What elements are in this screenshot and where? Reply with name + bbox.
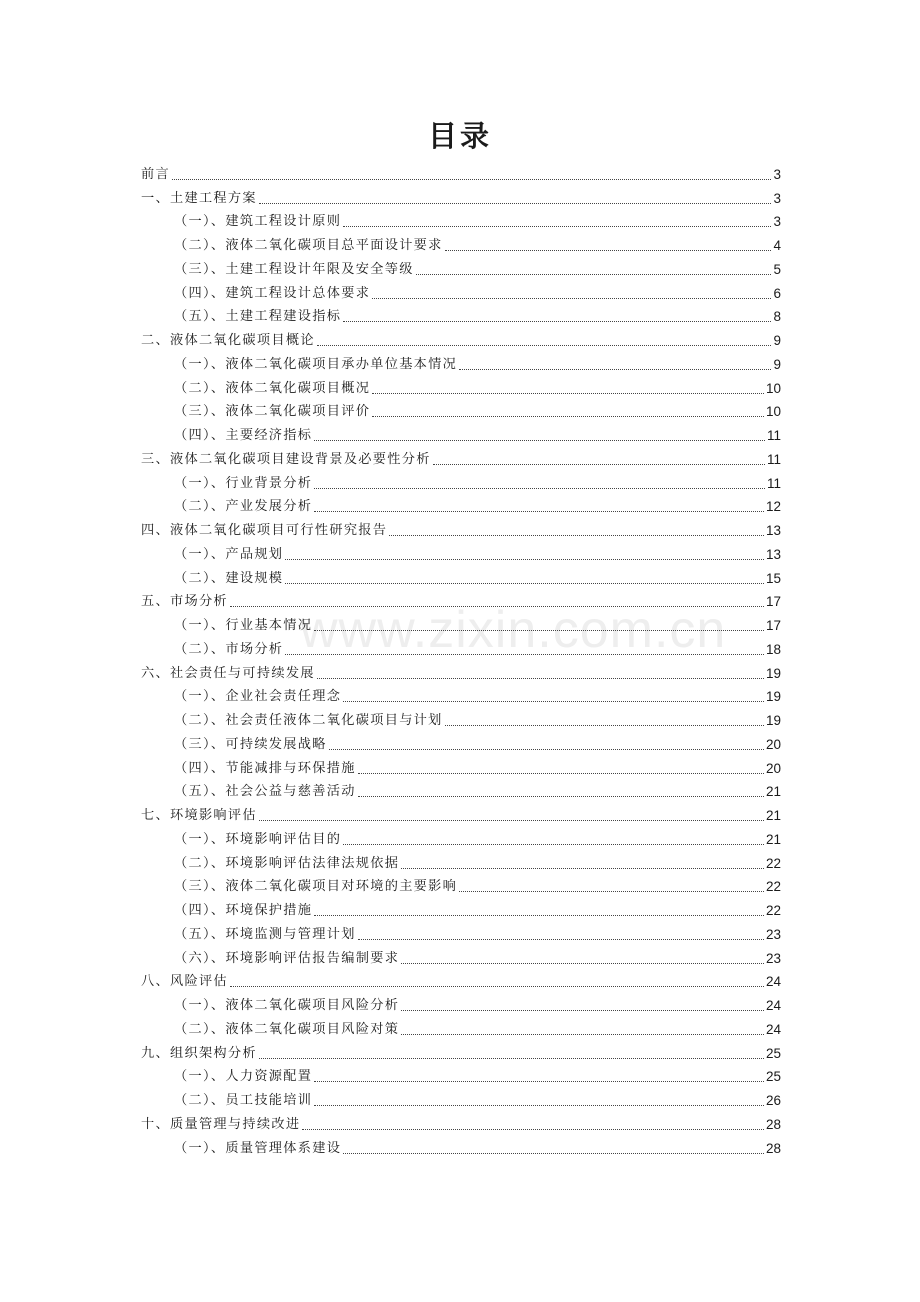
toc-entry-label: 五、市场分析 <box>141 594 228 610</box>
toc-dot-leader <box>329 749 764 750</box>
toc-page-number: 15 <box>765 570 781 586</box>
toc-page-number: 21 <box>765 831 781 847</box>
toc-page-number: 23 <box>765 926 781 942</box>
toc-dot-leader <box>314 1105 764 1106</box>
toc-page-number: 3 <box>773 190 781 206</box>
toc-subsection-entry[interactable] <box>141 1015 781 1039</box>
toc-dot-leader <box>343 226 771 227</box>
toc-dot-leader <box>372 416 764 417</box>
toc-page-number: 11 <box>766 428 781 443</box>
toc-dot-leader <box>343 844 764 845</box>
toc-page-number: 24 <box>765 1021 781 1037</box>
toc-dot-leader <box>317 678 764 679</box>
toc-dot-leader <box>459 891 764 892</box>
toc-subsection-entry[interactable] <box>141 493 781 517</box>
toc-entry-label: （一）、质量管理体系建设 <box>174 1140 342 1156</box>
toc-subsection-entry[interactable] <box>141 255 781 279</box>
toc-dot-leader <box>358 796 764 797</box>
toc-dot-leader <box>358 939 764 940</box>
toc-page-number: 22 <box>765 903 781 918</box>
toc-entry-label: 六、社会责任与可持续发展 <box>141 665 315 681</box>
toc-page-number: 3 <box>773 166 781 182</box>
toc-entry-label: （五）、环境监测与管理计划 <box>174 926 356 942</box>
toc-dot-leader <box>445 250 772 251</box>
toc-dot-leader <box>401 868 764 869</box>
toc-entry-label: （一）、液体二氧化碳项目承办单位基本情况 <box>174 356 458 372</box>
toc-page-number: 13 <box>765 546 781 562</box>
toc-entry-label: （一）、产品规划 <box>174 546 284 562</box>
toc-page-number: 9 <box>773 333 781 348</box>
toc-page-number: 8 <box>773 309 781 325</box>
toc-page-number: 3 <box>773 214 781 230</box>
toc-page-number: 17 <box>765 594 781 610</box>
toc-subsection-entry[interactable] <box>141 778 781 802</box>
toc-dot-leader <box>343 1153 764 1154</box>
toc-dot-leader <box>416 274 772 275</box>
toc-page-number: 11 <box>766 451 781 467</box>
toc-subsection-entry[interactable] <box>141 991 781 1015</box>
toc-section-entry[interactable] <box>141 801 781 825</box>
toc-page-number: 4 <box>773 238 781 253</box>
toc-section-entry[interactable] <box>141 326 781 350</box>
watermark-text: www.zixin.com.cn <box>300 601 727 659</box>
toc-dot-leader <box>285 583 764 584</box>
toc-section-entry[interactable] <box>141 1110 781 1134</box>
toc-subsection-entry[interactable] <box>141 611 781 635</box>
toc-page-number: 19 <box>765 689 781 705</box>
toc-dot-leader <box>389 535 764 536</box>
toc-subsection-entry[interactable] <box>141 730 781 754</box>
toc-page-number: 19 <box>765 713 781 728</box>
toc-dot-leader <box>314 488 765 489</box>
toc-page-number: 21 <box>765 808 781 823</box>
toc-dot-leader <box>285 559 764 560</box>
toc-page-number: 11 <box>766 475 781 491</box>
toc-entry-label: 一、土建工程方案 <box>141 190 257 206</box>
toc-entry-label: 前言 <box>141 166 170 182</box>
toc-dot-leader <box>401 1034 764 1035</box>
toc-page-number: 21 <box>765 784 781 800</box>
toc-dot-leader <box>230 986 764 987</box>
toc-dot-leader <box>285 654 764 655</box>
toc-page-number: 22 <box>765 855 781 871</box>
toc-page-number: 20 <box>765 760 781 776</box>
toc-subsection-entry[interactable] <box>141 754 781 778</box>
toc-subsection-entry[interactable] <box>141 540 781 564</box>
toc-page-number: 28 <box>765 1140 781 1156</box>
toc-entry-label: （一）、行业基本情况 <box>174 618 313 633</box>
toc-dot-leader <box>314 511 764 512</box>
toc-subsection-entry[interactable] <box>141 1086 781 1110</box>
toc-section-entry[interactable] <box>141 445 781 469</box>
toc-entry-label: （二）、产业发展分析 <box>174 499 313 515</box>
toc-subsection-entry[interactable] <box>141 1063 781 1087</box>
toc-subsection-entry[interactable] <box>141 873 781 897</box>
toc-dot-leader <box>401 963 764 964</box>
toc-section-entry[interactable] <box>141 184 781 208</box>
toc-dot-leader <box>372 298 771 299</box>
toc-page-number: 26 <box>765 1093 781 1108</box>
toc-section-entry[interactable] <box>141 160 781 184</box>
toc-entry-label: （四）、建筑工程设计总体要求 <box>174 285 371 301</box>
toc-subsection-entry[interactable] <box>141 231 781 255</box>
toc-section-entry[interactable] <box>141 659 781 683</box>
toc-page-number: 18 <box>765 641 781 657</box>
toc-entry-label: （二）、液体二氧化碳项目风险对策 <box>174 1021 400 1037</box>
toc-entry-label: （四）、主要经济指标 <box>174 428 313 443</box>
toc-entry-label: （二）、液体二氧化碳项目概况 <box>174 380 371 396</box>
toc-dot-leader <box>372 393 764 394</box>
toc-subsection-entry[interactable] <box>141 279 781 303</box>
toc-section-entry[interactable] <box>141 588 781 612</box>
toc-dot-leader <box>317 345 772 346</box>
toc-subsection-entry[interactable] <box>141 564 781 588</box>
toc-dot-leader <box>314 440 765 441</box>
toc-page-number: 23 <box>765 950 781 966</box>
toc-dot-leader <box>259 203 772 204</box>
toc-entry-label: （二）、市场分析 <box>174 641 284 657</box>
toc-subsection-entry[interactable] <box>141 635 781 659</box>
toc-entry-label: （三）、液体二氧化碳项目评价 <box>174 404 371 420</box>
toc-entry-label: （一）、环境影响评估目的 <box>174 831 342 847</box>
toc-subsection-entry[interactable] <box>141 706 781 730</box>
toc-entry-label: 二、液体二氧化碳项目概论 <box>141 333 315 348</box>
toc-entry-label: （一）、人力资源配置 <box>174 1069 313 1085</box>
toc-entry-label: （二）、员工技能培训 <box>174 1093 313 1108</box>
toc-entry-label: （六）、环境影响评估报告编制要求 <box>174 950 400 966</box>
toc-list <box>141 160 781 1158</box>
toc-page-number: 24 <box>765 998 781 1013</box>
toc-entry-label: （一）、行业背景分析 <box>174 475 313 491</box>
toc-page-number: 25 <box>765 1069 781 1085</box>
toc-page-number: 24 <box>765 974 781 990</box>
toc-subsection-entry[interactable] <box>141 374 781 398</box>
toc-dot-leader <box>358 773 764 774</box>
toc-subsection-entry[interactable] <box>141 469 781 493</box>
toc-page-number: 9 <box>773 356 781 372</box>
toc-section-entry[interactable] <box>141 516 781 540</box>
toc-page-number: 13 <box>765 523 781 538</box>
toc-page-number: 6 <box>773 285 781 301</box>
toc-page-number: 10 <box>765 404 781 420</box>
toc-page-number: 17 <box>765 618 781 633</box>
toc-dot-leader <box>459 369 771 370</box>
toc-entry-label: （二）、社会责任液体二氧化碳项目与计划 <box>174 713 443 728</box>
toc-dot-leader <box>314 915 764 916</box>
toc-page-number: 28 <box>765 1116 781 1132</box>
toc-page-number: 22 <box>765 879 781 895</box>
toc-dot-leader <box>343 701 764 702</box>
toc-entry-label: 九、组织架构分析 <box>141 1045 257 1061</box>
toc-subsection-entry[interactable] <box>141 920 781 944</box>
toc-subsection-entry[interactable] <box>141 350 781 374</box>
toc-dot-leader <box>314 630 764 631</box>
toc-entry-label: （一）、建筑工程设计原则 <box>174 214 342 230</box>
toc-page-number: 20 <box>765 736 781 752</box>
toc-title: 目录 <box>427 119 492 153</box>
toc-dot-leader <box>401 1010 764 1011</box>
toc-subsection-entry[interactable] <box>141 398 781 422</box>
toc-dot-leader <box>343 321 771 322</box>
toc-entry-label: （四）、环境保护措施 <box>174 903 313 918</box>
toc-page-number: 19 <box>765 665 781 681</box>
toc-entry-label: （四）、节能减排与环保措施 <box>174 760 356 776</box>
toc-subsection-entry[interactable] <box>141 896 781 920</box>
toc-dot-leader <box>259 820 764 821</box>
toc-entry-label: 七、环境影响评估 <box>141 808 257 823</box>
toc-entry-label: （一）、企业社会责任理念 <box>174 689 342 705</box>
toc-entry-label: 三、液体二氧化碳项目建设背景及必要性分析 <box>141 451 431 467</box>
toc-entry-label: （二）、环境影响评估法律法规依据 <box>174 855 400 871</box>
toc-page-number: 10 <box>765 380 781 396</box>
toc-entry-label: 四、液体二氧化碳项目可行性研究报告 <box>141 523 388 538</box>
toc-entry-label: （三）、土建工程设计年限及安全等级 <box>174 261 414 277</box>
toc-section-entry[interactable] <box>141 1039 781 1063</box>
toc-subsection-entry[interactable] <box>141 1134 781 1158</box>
toc-dot-leader <box>259 1058 764 1059</box>
toc-entry-label: （五）、社会公益与慈善活动 <box>174 784 356 800</box>
toc-entry-label: 十、质量管理与持续改进 <box>141 1116 301 1132</box>
toc-dot-leader <box>230 606 764 607</box>
toc-entry-label: （二）、建设规模 <box>174 570 284 586</box>
toc-page-number: 5 <box>773 261 781 277</box>
toc-section-entry[interactable] <box>141 968 781 992</box>
toc-subsection-entry[interactable] <box>141 421 781 445</box>
toc-entry-label: （三）、可持续发展战略 <box>174 736 327 752</box>
toc-entry-label: （五）、土建工程建设指标 <box>174 309 342 325</box>
toc-subsection-entry[interactable] <box>141 825 781 849</box>
toc-subsection-entry[interactable] <box>141 683 781 707</box>
toc-subsection-entry[interactable] <box>141 208 781 232</box>
toc-page-number: 12 <box>765 499 781 515</box>
toc-entry-label: （三）、液体二氧化碳项目对环境的主要影响 <box>174 879 458 895</box>
toc-entry-label: 八、风险评估 <box>141 974 228 990</box>
toc-page-number: 25 <box>765 1045 781 1061</box>
toc-subsection-entry[interactable] <box>141 303 781 327</box>
toc-subsection-entry[interactable] <box>141 944 781 968</box>
toc-entry-label: （一）、液体二氧化碳项目风险分析 <box>174 998 400 1013</box>
toc-dot-leader <box>445 725 764 726</box>
toc-dot-leader <box>314 1081 764 1082</box>
toc-dot-leader <box>433 464 765 465</box>
toc-entry-label: （二）、液体二氧化碳项目总平面设计要求 <box>174 238 443 253</box>
toc-dot-leader <box>302 1129 764 1130</box>
toc-subsection-entry[interactable] <box>141 849 781 873</box>
toc-dot-leader <box>172 179 772 180</box>
